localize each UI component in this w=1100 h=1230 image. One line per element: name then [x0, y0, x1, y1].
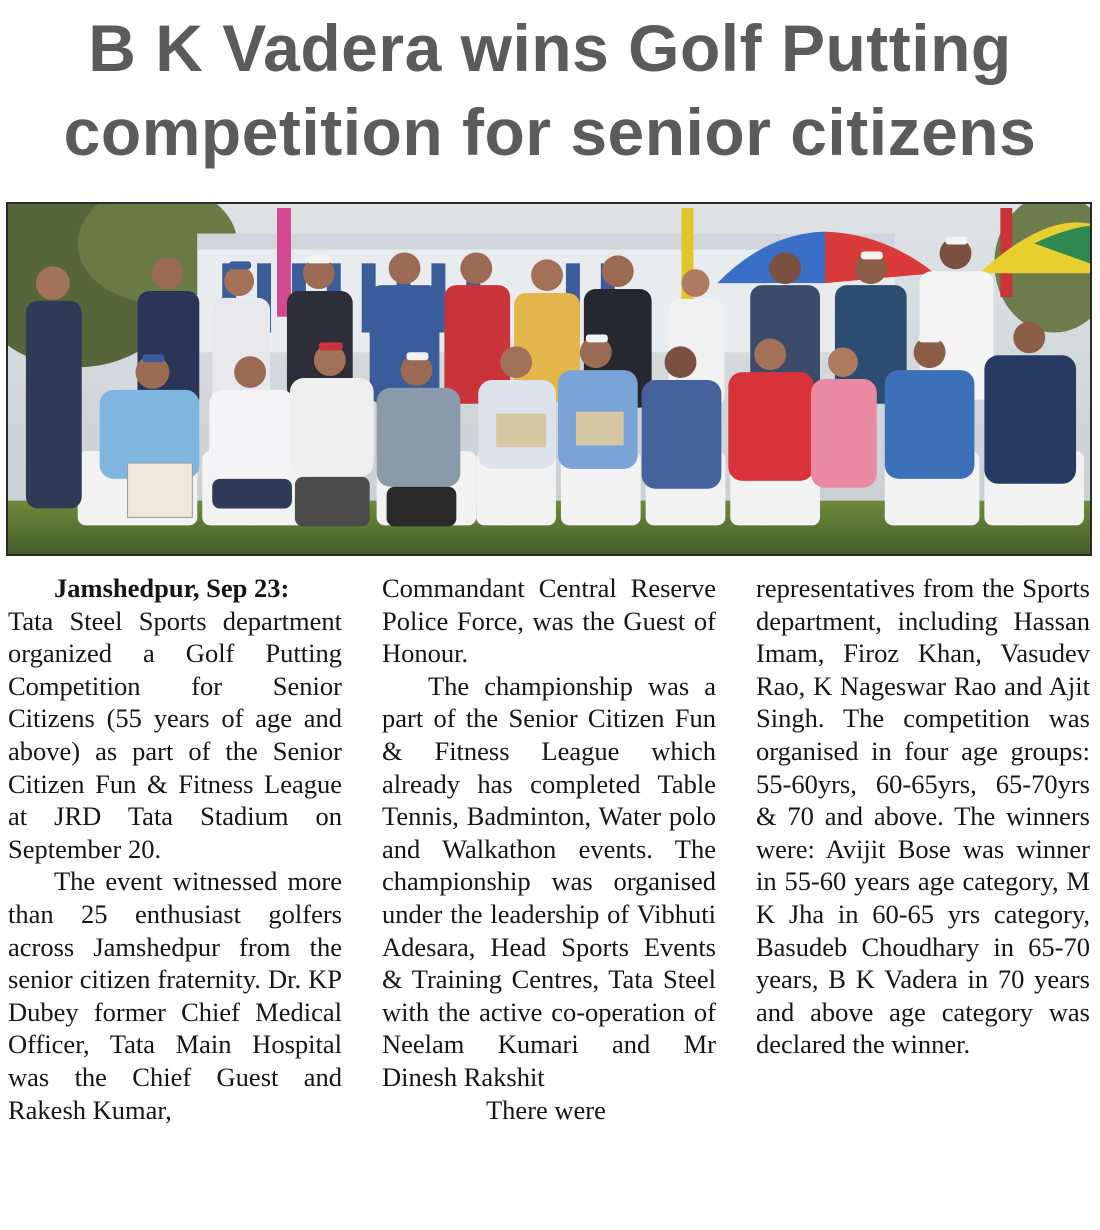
paragraph: The event witnessed more than 25 enthusiast golfers across Jamshedpur from the senior citizen fraternity. Dr. KP Dubey former Chief Medical Officer, Tata Main Hospital was the Chief Guest and Rakesh Kumar,: [8, 866, 342, 1125]
paragraph: Commandant Central Reserve Police Force, was the Guest of Honour.: [382, 573, 716, 669]
column-1: [8, 572, 342, 1126]
column-2: [382, 572, 716, 1126]
headline-line-1: B K Vadera wins Golf Putting: [88, 11, 1012, 85]
paragraph: The championship was a part of the Senior Citizen Fun & Fitness League which already has completed Table Tennis, Badminton, Water polo and Walkathon events. The championship was organised under the leadership of Vibhuti Adesara, Head Sports Events & Training Centres, Tata Steel with the active co-operation of Neelam Kumari and Mr Dinesh Rakshit: [382, 670, 716, 1092]
paragraph: Tata Steel Sports department organized a Golf Putting Competition for Senior Citizens (55 years of age and above) as part of the Senior Citizen Fun & Fitness League at JRD Tata Stadium on September 20.: [8, 605, 342, 864]
dateline: Jamshedpur, Sep 23:: [54, 573, 290, 603]
headline-line-2: competition for senior citizens: [63, 95, 1037, 169]
paragraph: representatives from the Sports department, including Hassan Imam, Firoz Khan, Vasudev Rao, K Nageswar Rao and Ajit Singh. The competition was organised in four age groups: 55-60yrs, 60-65yrs, 65-70yrs & 70 and above. The winners were: Avijit Bose was winner in 55-60 years age category, M K Jha in 60-65 yrs category, Basudeb Choudhary in 65-70 years, B K Vadera in 70 years and above age category was declared the winner.: [756, 573, 1090, 1060]
paragraph: There were: [486, 1094, 606, 1125]
article-body: [8, 572, 1092, 1228]
paragraph: [8, 572, 342, 605]
group-photo: [6, 202, 1092, 556]
headline: [0, 6, 1100, 174]
group-photo-illustration: [8, 204, 1090, 554]
column-3: [756, 572, 1090, 1061]
